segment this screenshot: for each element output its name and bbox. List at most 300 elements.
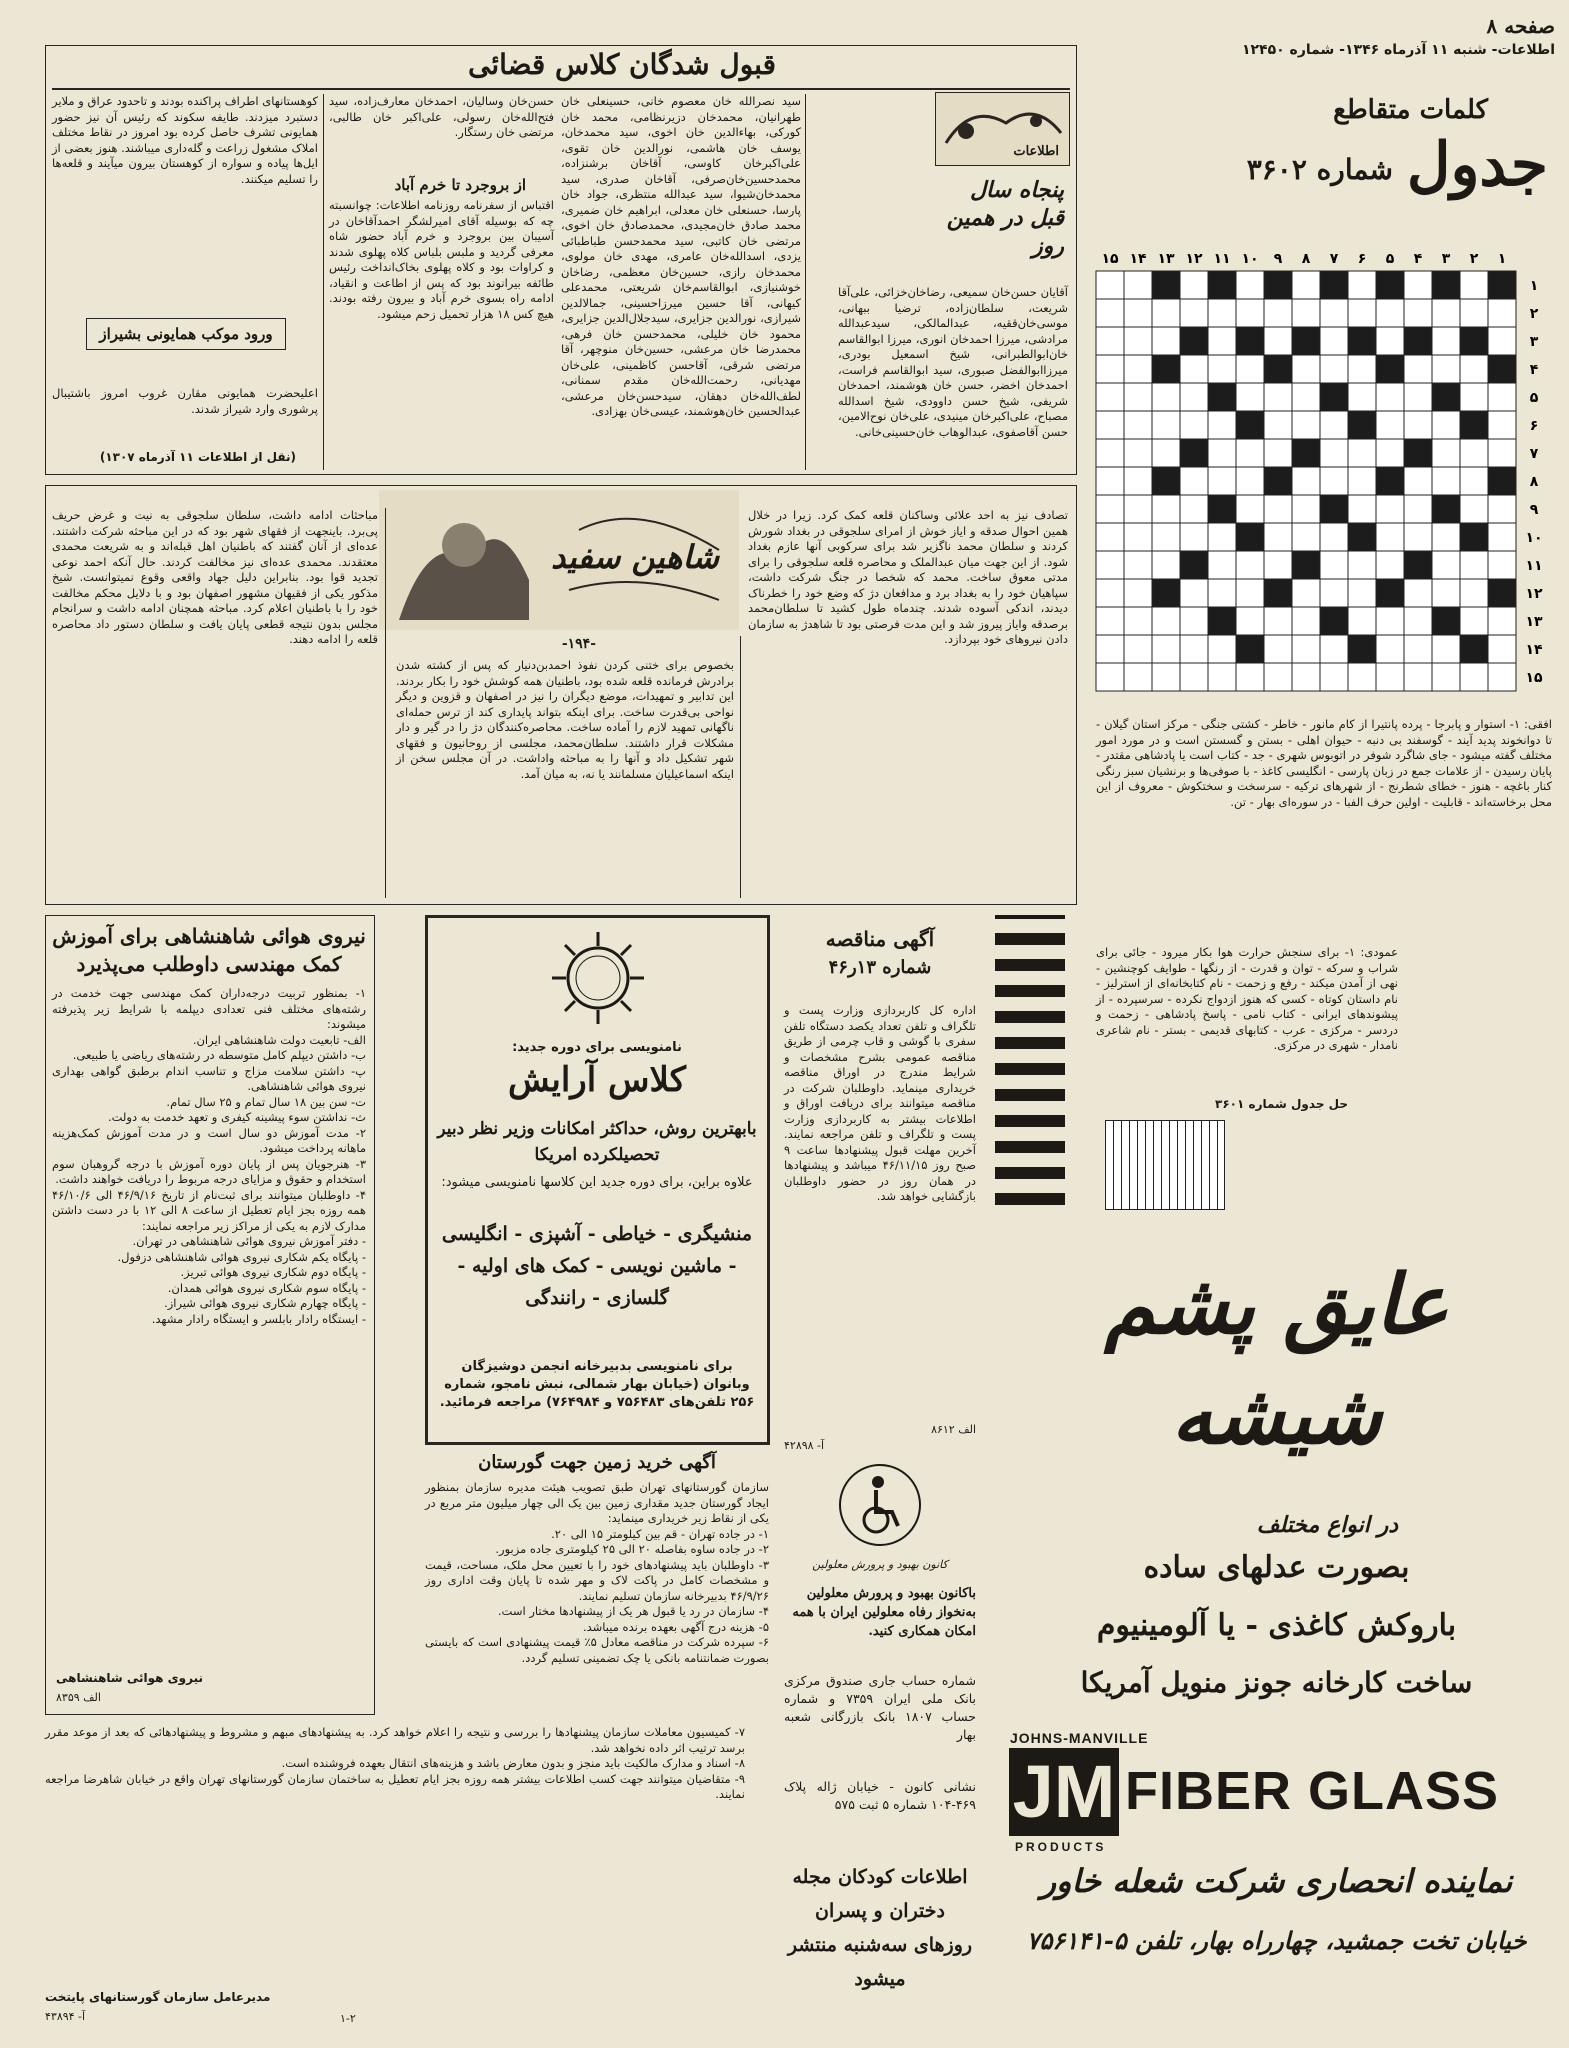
crossword-black-cell [1460, 327, 1488, 355]
crossword-cell[interactable] [1488, 635, 1516, 663]
crossword-cell[interactable] [1180, 299, 1208, 327]
crossword-cell[interactable] [1376, 299, 1404, 327]
crossword-cell[interactable] [1320, 663, 1348, 691]
crossword-col-number: ۴ [1413, 251, 1423, 267]
court-column-3b: اقتباس از سفرنامه روزنامه اطلاعات: چوانسبته چه که بوسیله آقای امیرلشگر احمدآقاخان در آسیبان بین بروجرد و خرم آباد حضور شاه معرفی گردید و ملبس بلباس کلاه پهلوی شدند و کراوات بود و کلاه پهلوی بخاک‌انداخت رئیس طائفه بیرانوند بود که پس از اطاعت و انقیاد، ادامه راه بسوی خرم آباد و بیرون رفته بودند. هیچ کس ۱۸ هزار تحمیل زحم میشود. [325, 198, 554, 321]
story-illustration [379, 490, 739, 630]
crossword-black-cell [1180, 439, 1208, 467]
crossword-row-number: ۲ [1529, 306, 1539, 322]
crossword-cell[interactable] [1180, 495, 1208, 523]
crossword-cell[interactable] [1152, 327, 1180, 355]
crossword-black-cell [1404, 551, 1432, 579]
crossword-cell[interactable] [1292, 467, 1320, 495]
crossword-cell[interactable] [1488, 383, 1516, 411]
crossword-cell[interactable] [1236, 663, 1264, 691]
crossword-section [1090, 45, 1558, 1240]
crossword-cell[interactable] [1432, 663, 1460, 691]
tender-code-2: آ- ۴۲۸۹۸ [784, 1439, 825, 1452]
solution-label: حل جدول شماره ۳۶۰۱ [1215, 1097, 1348, 1111]
crossword-cell[interactable] [1180, 411, 1208, 439]
crossword-row-number: ۸ [1529, 474, 1539, 490]
disabled-ad [780, 1460, 980, 1850]
airforce-ad [45, 915, 375, 1715]
crossword-cell[interactable] [1348, 383, 1376, 411]
crossword-cell[interactable] [1376, 439, 1404, 467]
disabled-account: شماره حساب جاری صندوق مرکزی بانک ملی ایران ۷۳۵۹ و شماره حساب ۱۸۰۷ بانک بازرگانی شعبه بهار [780, 1673, 976, 1742]
crossword-cell[interactable] [1404, 635, 1432, 663]
crossword-black-cell [1488, 271, 1516, 299]
crossword-col-number: ۱۲ [1185, 251, 1203, 267]
crossword-cell[interactable] [1124, 635, 1152, 663]
crossword-cell[interactable] [1152, 299, 1180, 327]
crossword-cell[interactable] [1348, 439, 1376, 467]
crossword-cell[interactable] [1292, 579, 1320, 607]
class-emblem [548, 928, 648, 1028]
crossword-cell[interactable] [1292, 495, 1320, 523]
crossword-col-number: ۵ [1385, 251, 1395, 267]
airforce-title: نیروی هوائی شاهنشاهی برای آموزش کمک مهندسی داوطلب می‌پذیرد [52, 924, 366, 976]
crossword-cell[interactable] [1432, 411, 1460, 439]
crossword-cell[interactable] [1124, 299, 1152, 327]
glass-headline: عایق پشم شیشه [1104, 1257, 1449, 1463]
crossword-cell[interactable] [1236, 551, 1264, 579]
crossword-black-cell [1320, 383, 1348, 411]
glass-line-3: ساخت کارخانه جونز منویل آمریکا [1080, 1666, 1473, 1699]
crossword-cell[interactable] [1264, 551, 1292, 579]
court-column-2: سید نصرالله خان معصوم خانی، حسینعلی خان طهرانیان، محمدخان دزیرنظامی، محمد خان کورکی، بهاءالدین خان اخوی، سید محمدخان، یوسف خان هاشمی، نورالدین خان تقوی، علی‌اکبرخان کاوسی، آقاخان برشنزاده، محمدحسین‌خان‌صرفی، آقاخان صدری، سید محمدخان‌شیوا، سید عبدالله منتظری، جواد خان پارسا، حسنعلی خان معدلی، ابراهیم خان ضمیری، محمد صادق خان‌مجیدی، محمدصادق خان اخوی، مرتضی خان‌ کاتبی، سید محمدحسن طباطبائی یزدی، اسدالله‌خان عامری، مهدی خان مولوی، محمدخان رازی، حسین‌خان معظمی، رضاخان خوشنیازی، ابوالقاسم‌خان شریعتی، محمدعلی کیهانی، آقا حسین میرزاحسینی، جمالالدین شیرازی، نورالدین جزایری، سیدجلال‌الدین جزایری، محمود خان خلیلی، محمدحسن خان فرهی، محمدرضا خان مرعشی، حسین‌خان منوچهر، آقا مرتضی شرقی، آقاحسن کاظمینی، علی‌خان مهدیانی، رحمت‌الله‌خان مقدم سمنانی، لطف‌الله‌خان دهقان، سیدحسن‌خان مرعشی، عبدالحسین خان‌هوشمند، عیسی‌خان بهزادی. [557, 94, 802, 418]
crossword-cell[interactable] [1460, 299, 1488, 327]
sun-emblem-icon [548, 928, 648, 1028]
crossword-cell[interactable] [1432, 299, 1460, 327]
col-divider [805, 94, 807, 470]
crossword-black-cell [1348, 411, 1376, 439]
crossword-black-cell [1208, 383, 1236, 411]
class-subtitle: بابهترین روش، حداکثر امکانات وزیر نظر دبیر تحصیلکرده امریکا [437, 1119, 757, 1165]
crossword-row-number: ۱ [1529, 278, 1539, 294]
kids-ad: اطلاعات کودکان مجله دختران و پسران روزهای سه‌شنبه منتشر میشود [787, 1866, 973, 1990]
crossword-row-number: ۱۱ [1525, 558, 1543, 574]
col-divider [740, 636, 742, 898]
crossword-cell[interactable] [1180, 355, 1208, 383]
crossword-row-number: ۷ [1529, 446, 1539, 462]
story-episode: -۱۹۴- [561, 636, 596, 652]
crossword-cell[interactable] [1460, 495, 1488, 523]
crossword-cell[interactable] [1292, 299, 1320, 327]
crossword-black-cell [1320, 495, 1348, 523]
down-clues: عمودی: ۱- برای سنجش حرارت هوا بکار میرود - جائی برای شراب و سرکه - توان و قدرت - از رنگها - طوایف کوچنشین - نهی از آمدن میکند - رفع و زحمت - نام کتابخانه‌ای از استرلیز - نام داستان کوتاه - کسی که هنوز ازدواج نکرده - سرسپرده - از پیشوندهای ایرانی - کتاب نامی - پاسخ پادشاهی - زحمت و دردسر - مرکزی - عرب - کتابهای قدیمی - بستر - نام شاعری نامدار - شهری در مرکزی. [1092, 945, 1398, 1052]
crossword-row-number: ۴ [1529, 362, 1539, 378]
crossword-black-cell [1376, 271, 1404, 299]
crossword-cell[interactable] [1124, 439, 1152, 467]
crossword-row-number: ۱۳ [1525, 614, 1543, 630]
crossword-cell[interactable] [1404, 523, 1432, 551]
crossword-cell[interactable] [1320, 579, 1348, 607]
crossword-cell[interactable] [1096, 439, 1124, 467]
crossword-cell[interactable] [1292, 635, 1320, 663]
crossword-black-cell [1376, 355, 1404, 383]
crossword-cell[interactable] [1432, 579, 1460, 607]
cemetery-signature: مدیرعامل سازمان گورستانهای پایتخت [45, 1990, 271, 2004]
crossword-cell[interactable] [1404, 299, 1432, 327]
glass-sub: در انواع مختلف [1256, 1512, 1398, 1538]
crossword-cell[interactable] [1320, 635, 1348, 663]
col-divider [323, 94, 325, 470]
crossword-cell[interactable] [1460, 467, 1488, 495]
crossword-number: شماره ۳۶۰۲ [1246, 153, 1393, 186]
crossword-cell[interactable] [1488, 495, 1516, 523]
crossword-black-cell [1404, 439, 1432, 467]
ettelaat-emblem [935, 92, 1070, 166]
crossword-cell[interactable] [1124, 383, 1152, 411]
crossword-cell[interactable] [1264, 327, 1292, 355]
crossword-cell[interactable] [1320, 467, 1348, 495]
crossword-cell[interactable] [1376, 383, 1404, 411]
crossword-cell[interactable] [1208, 551, 1236, 579]
crossword-cell[interactable] [1152, 439, 1180, 467]
crossword-cell[interactable] [1096, 327, 1124, 355]
crossword-cell[interactable] [1432, 327, 1460, 355]
court-column-right: آقایان حسن‌خان سمیعی، رضاخان‌خزائی، علی‌آقا شریعت، سلطان‌زاده، ترضیا ببهانی، موسی‌خان‌ققیه، عبدالمالکی، سیدعبدالله مرادشی، میرزا احمدخان انوری، میرزا ابوالقاسم خان‌ابوالطبرانی، شیخ اسمعیل بودری، میرزاابوالفضل صبوری، سید ابوالقاسم فراست، احمدخان اخضر، حسن خان هوشمند، احمدخان شریفی، شیخ حسن داوودی، شیخ اسدالله مصباح، علی‌اکبرخان مینیدی، علی‌خان نوح‌الامین، حسن آقا‌صفوی، عبدالوهاب خان‌حسینی‌خانی. [834, 285, 1068, 439]
crossword-black-cell [1488, 355, 1516, 383]
crossword-cell[interactable] [1264, 663, 1292, 691]
crossword-cell[interactable] [1320, 355, 1348, 383]
crossword-cell[interactable] [1460, 355, 1488, 383]
crossword-col-number: ۳ [1441, 251, 1451, 267]
crossword-row-number: ۹ [1529, 502, 1539, 518]
crossword-cell[interactable] [1348, 663, 1376, 691]
airforce-code: الف ۸۳۵۹ [56, 1691, 101, 1704]
crossword-cell[interactable] [1488, 551, 1516, 579]
crossword-cell[interactable] [1432, 635, 1460, 663]
crossword-cell[interactable] [1348, 467, 1376, 495]
crossword-cell[interactable] [1488, 327, 1516, 355]
crossword-cell[interactable] [1264, 495, 1292, 523]
crossword-cell[interactable] [1404, 271, 1432, 299]
crossword-cell[interactable] [1236, 607, 1264, 635]
crossword-cell[interactable] [1460, 551, 1488, 579]
crossword-row-number: ۱۲ [1525, 586, 1543, 602]
crossword-row-number: ۵ [1529, 390, 1539, 406]
crossword-cell[interactable] [1292, 523, 1320, 551]
crossword-black-cell [1348, 327, 1376, 355]
crossword-cell[interactable] [1124, 663, 1152, 691]
crossword-cell[interactable] [1348, 495, 1376, 523]
story-column-1: تصادف نیز به احد علائی وساکنان قلعه کمک کرد. زیرا در خلال همین احوال صدقه و ایاز خوش از امرای سلجوقی در بغداد شورش کردند و سلطان محمد ناگزیر شد برای سرکوبی آنها عازم بغداد شود. از این جهت میان عبدالملک و محاصره قلعه سلجوقی را برای مدتی معوق ساخت. محمد که شخصا در جنگ شرکت داشت، سپاهیان خود را به بغداد برد و مدافعان دژ که وضع خود را خطرناک دیدند، اندکی آسوده شدند. چندماه طول کشید تا سلطان‌محمد برصدقه وایاز پیروز شد و این مدت فرصتی بود تا شاهدژ به سازمان دادن نیروهای خود بپردازد. [744, 508, 1068, 646]
crossword-cell[interactable] [1096, 467, 1124, 495]
crossword-col-number: ۷ [1329, 251, 1339, 267]
tender-code: الف ۸۶۱۲ [931, 1423, 976, 1436]
crossword-cell[interactable] [1432, 523, 1460, 551]
crossword-cell[interactable] [1488, 523, 1516, 551]
crossword-row-number: ۱۴ [1525, 642, 1543, 658]
page-number: صفحه ۸ [1486, 14, 1555, 38]
crossword-cell[interactable] [1264, 299, 1292, 327]
crossword-cell[interactable] [1348, 579, 1376, 607]
crossword-cell[interactable] [1320, 439, 1348, 467]
crossword-black-cell [1152, 271, 1180, 299]
crossword-cell[interactable] [1348, 607, 1376, 635]
crossword-cell[interactable] [1208, 579, 1236, 607]
crossword-col-number: ۸ [1301, 251, 1311, 267]
crossword-cell[interactable] [1460, 383, 1488, 411]
court-column-4b: اعلیحضرت همایونی مقارن غروب امروز باشتیبال پرشوری وارد شیراز شدند. [48, 386, 318, 416]
wheelchair-logo [810, 1460, 950, 1565]
crossword-cell[interactable] [1208, 355, 1236, 383]
brand-bottom: PRODUCTS [1015, 1840, 1107, 1854]
crossword-black-cell [1488, 579, 1516, 607]
crossword-cell[interactable] [1460, 439, 1488, 467]
tender-ad [780, 915, 980, 1455]
class-ad [425, 915, 770, 1445]
crossword-cell[interactable] [1096, 551, 1124, 579]
crossword-cell[interactable] [1096, 411, 1124, 439]
crossword-black-cell [1208, 607, 1236, 635]
crossword-cell[interactable] [1236, 579, 1264, 607]
crossword-cell[interactable] [1320, 551, 1348, 579]
crossword-cell[interactable] [1376, 551, 1404, 579]
flashback-banner: پنجاه سال قبل در همین روز [946, 177, 1064, 259]
crossword-cell[interactable] [1292, 411, 1320, 439]
crossword-cell[interactable] [1376, 635, 1404, 663]
crossword-black-cell [1236, 523, 1264, 551]
crossword-black-cell [1264, 467, 1292, 495]
crossword-cell[interactable] [1152, 663, 1180, 691]
crossword-cell[interactable] [1208, 327, 1236, 355]
crossword-black-cell [1460, 411, 1488, 439]
crossword-cell[interactable] [1264, 607, 1292, 635]
crossword-row-number: ۱۰ [1525, 530, 1543, 546]
emblem-label: اطلاعات [1013, 144, 1059, 159]
crossword-cell[interactable] [1320, 299, 1348, 327]
crossword-cell[interactable] [1096, 495, 1124, 523]
crossword-black-cell [1376, 579, 1404, 607]
story-column-2: بخصوص برای ختنی کردن نفوذ احمدبن‌دنیار که پس از کشته شدن برادرش فرمانده قلعه شده بود، باطنیان همه کوشش خود را بکار بردند. این تدابیر و تمهیدات، موضع دیگران را نیز در اصفهان و قزوین و دیگر نواحی بی‌قدرت ساخت. برای اینکه بتواند پایداری کند از ترس حمله‌ای ناگهانی تمهید لازم را آماده ساخت. محاصره‌کنندگان دژ را در گیر و دار مشکلات قرار داشتند. سلطان‌محمد، مجلسی از روحانیون و فقهای شهر تشکیل داد و آنها را به مباحثه واداشت. در آن مجلس سخن از اینکه اسماعیلیان مسلمانند یا نه، به میان آمد. [392, 658, 735, 781]
crossword-cell[interactable] [1404, 495, 1432, 523]
crossword-cell[interactable] [1152, 495, 1180, 523]
crossword-cell[interactable] [1488, 439, 1516, 467]
shahin-story [45, 485, 1077, 905]
crossword-cell[interactable] [1292, 355, 1320, 383]
crossword-cell[interactable] [1432, 355, 1460, 383]
brand-jm-logo: JM [1009, 1748, 1119, 1836]
glass-agent: نماینده انحصاری شرکت شعله خاور [1040, 1862, 1513, 1900]
crossword-black-cell [1460, 635, 1488, 663]
crossword-cell[interactable] [1236, 495, 1264, 523]
crossword-col-number: ۹ [1273, 251, 1283, 267]
crossword-black-cell [1432, 607, 1460, 635]
crossword-cell[interactable] [1292, 607, 1320, 635]
crossword-cell[interactable] [1376, 411, 1404, 439]
across-clues: افقی: ۱- استوار و پابرجا - پرده پانتیرا از کام مانور - خاطر - کشتی جنگی - مرکز استان گیلان - تا دوانخوند پدید آیند - گوسفند بی دنبه - حیوان اهلی - بستن و گسستن است و در مورد امور مختلف گفته میشود - جای شاگرد شوفر در اتوبوس شهری - جد - کتاب است یا پادشاهی مقتدر - پایان رسیدن - از علامات جمع در زبان پارسی - انگلیسی کاغذ - با صوفی‌ها و برنشیان سبز رنگی کنار باغچه - هنوز - خطای شطرنج - از شهرهای ترکیه - سرسخت و سختکوش - معروف از این محل برخاسته‌اند - قابلیت - اولین حرف الفبا - در سوره‌ای بهار - تن. [1092, 717, 1552, 809]
crossword-cell[interactable] [1404, 411, 1432, 439]
crossword-black-cell [1432, 383, 1460, 411]
court-column-3: حسن‌خان وسالیان، احمدخان معارف‌زاده، سید فتح‌الله‌خان رسولی، علی‌اکبر خان طالبی، مرتضی خان رستگار. [325, 94, 554, 139]
crossword-black-cell [1264, 355, 1292, 383]
crossword-cell[interactable] [1460, 271, 1488, 299]
crossword-cell[interactable] [1348, 271, 1376, 299]
crossword-cell[interactable] [1124, 579, 1152, 607]
crossword-cell[interactable] [1488, 607, 1516, 635]
crossword-cell[interactable] [1264, 523, 1292, 551]
crossword-cell[interactable] [1404, 663, 1432, 691]
crossword-cell[interactable] [1432, 467, 1460, 495]
crossword-col-number: ۱ [1497, 251, 1507, 267]
crossword-cell[interactable] [1096, 579, 1124, 607]
class-courses: منشیگری - خیاطی - آشپزی - انگلیسی - ماشین نویسی - کمک های اولیه - گلسازی - رانندگی [441, 1223, 753, 1309]
crossword-cell[interactable] [1376, 523, 1404, 551]
crossword-col-number: ۱۳ [1157, 251, 1175, 267]
crossword-cell[interactable] [1376, 495, 1404, 523]
crossword-cell[interactable] [1096, 635, 1124, 663]
crossword-cell[interactable] [1320, 327, 1348, 355]
crossword-cell[interactable] [1264, 383, 1292, 411]
crossword-cell[interactable] [1152, 383, 1180, 411]
crossword-cell[interactable] [1152, 635, 1180, 663]
story-title: شاهین سفید [550, 538, 719, 576]
crossword-black-cell [1180, 327, 1208, 355]
crossword-row-number: ۱۵ [1525, 670, 1543, 686]
crossword-cell[interactable] [1208, 299, 1236, 327]
disabled-headline: باکانون بهبود و پرورش معلولین به‌نخواز رفاه معلولین ایران با همه امکان همکاری کنید. [792, 1586, 976, 1639]
crossword-cell[interactable] [1096, 663, 1124, 691]
crossword-cell[interactable] [1264, 635, 1292, 663]
tender-number: شماره ۱۳ر۴۶ [828, 957, 932, 978]
crossword-cell[interactable] [1236, 439, 1264, 467]
crossword-black-cell [1236, 635, 1264, 663]
crossword-cell[interactable] [1208, 467, 1236, 495]
crossword-cell[interactable] [1180, 383, 1208, 411]
crossword-black-cell [1292, 551, 1320, 579]
crossword-black-cell [1152, 467, 1180, 495]
crossword-col-number: ۶ [1357, 251, 1367, 267]
crossword-black-cell [1236, 327, 1264, 355]
crossword-cell[interactable] [1124, 467, 1152, 495]
crossword-black-cell [1208, 271, 1236, 299]
crossword-cell[interactable] [1152, 411, 1180, 439]
crossword-logo: جدول [1406, 130, 1548, 200]
crossword-cell[interactable] [1208, 411, 1236, 439]
crossword-black-cell [1404, 327, 1432, 355]
crossword-cell[interactable] [1404, 355, 1432, 383]
crossword-cell[interactable] [1236, 355, 1264, 383]
crossword-cell[interactable] [1348, 551, 1376, 579]
page-mark: ۱-۲ [340, 2012, 356, 2025]
crossword-cell[interactable] [1292, 383, 1320, 411]
crossword-cell[interactable] [1096, 299, 1124, 327]
crossword-cell[interactable] [1488, 411, 1516, 439]
crossword-cell[interactable] [1236, 271, 1264, 299]
crossword-cell[interactable] [1348, 299, 1376, 327]
crossword-cell[interactable] [1180, 271, 1208, 299]
crossword-cell[interactable] [1208, 635, 1236, 663]
crossword-cell[interactable] [1264, 439, 1292, 467]
crossword-cell[interactable] [1376, 327, 1404, 355]
crossword-cell[interactable] [1152, 551, 1180, 579]
crossword-cell[interactable] [1180, 663, 1208, 691]
subhead-boroujerd: از بروجرد تا خرم آباد [394, 176, 526, 194]
crossword-cell[interactable] [1488, 299, 1516, 327]
crossword-grid[interactable] [1096, 245, 1558, 719]
crossword-cell[interactable] [1460, 663, 1488, 691]
crossword-cell[interactable] [1124, 271, 1152, 299]
crossword-cell[interactable] [1208, 523, 1236, 551]
crossword-cell[interactable] [1096, 271, 1124, 299]
crossword-cell[interactable] [1124, 355, 1152, 383]
crossword-black-cell [1292, 439, 1320, 467]
crossword-col-number: ۱۴ [1129, 251, 1147, 267]
issue-line: اطلاعات- شنبه ۱۱ آذرماه ۱۳۴۶- شماره ۱۲۴۵۰ [1241, 42, 1555, 58]
glass-line-2: باروکش کاغذی - یا آلومینیوم [1096, 1608, 1457, 1643]
crossword-cell[interactable] [1404, 383, 1432, 411]
crossword-cell[interactable] [1208, 663, 1236, 691]
glass-wool-ad [995, 1250, 1558, 2035]
crossword-cell[interactable] [1180, 607, 1208, 635]
crossword-cell[interactable] [1236, 467, 1264, 495]
crossword-cell[interactable] [1376, 607, 1404, 635]
crossword-cell[interactable] [1348, 355, 1376, 383]
crossword-cell[interactable] [1236, 383, 1264, 411]
crossword-cell[interactable] [1292, 271, 1320, 299]
crossword-cell[interactable] [1208, 439, 1236, 467]
crossword-cell[interactable] [1404, 607, 1432, 635]
crossword-cell[interactable] [1096, 523, 1124, 551]
crossword-row-number: ۳ [1529, 334, 1539, 350]
crossword-cell[interactable] [1180, 467, 1208, 495]
court-column-4: کوهستانهای اطراف پراکنده بودند و تاحدود عراق و ملایر دستبرد میزدند. طایفه سکوند که رئیس آن نیز حضور همایونی تشرف حاصل کرده بود امروز در نقاط مختلف املاک مشغول زراعت و گله‌داری میباشند. هنوز بعضی از ایل‌ها پیاده و سواره از کوهستان بیرون میآیند و قلعه‌ها را تسلیم میکنند. [48, 94, 318, 186]
solution-grid [1105, 1120, 1225, 1210]
crossword-cell[interactable] [1180, 523, 1208, 551]
crossword-cell[interactable] [1488, 663, 1516, 691]
stripe-ornament [995, 915, 1065, 1205]
crossword-cell[interactable] [1432, 439, 1460, 467]
crossword-cell[interactable] [1124, 495, 1152, 523]
crossword-cell[interactable] [1460, 579, 1488, 607]
crossword-cell[interactable] [1236, 299, 1264, 327]
crossword-cell[interactable] [1320, 411, 1348, 439]
crossword-cell[interactable] [1180, 635, 1208, 663]
crossword-row-number: ۶ [1529, 418, 1539, 434]
class-title: کلاس آرایش [508, 1060, 686, 1100]
crossword-cell[interactable] [1460, 607, 1488, 635]
class-lead: نامنویسی برای دوره جدید: [512, 1040, 682, 1055]
disabled-caption: کانون بهبود و پرورش معلولین [812, 1558, 948, 1571]
crossword-cell[interactable] [1432, 551, 1460, 579]
crossword-cell[interactable] [1124, 327, 1152, 355]
crossword-cell[interactable] [1376, 663, 1404, 691]
crossword-cell[interactable] [1404, 467, 1432, 495]
crossword-cell[interactable] [1096, 607, 1124, 635]
crossword-cell[interactable] [1264, 411, 1292, 439]
crossword-grid-svg[interactable] [1096, 245, 1558, 715]
crossword-col-number: ۱۵ [1101, 251, 1119, 267]
crossword-cell[interactable] [1096, 355, 1124, 383]
wheelchair-icon [810, 1460, 950, 1565]
court-article-title: قبول شدگان کلاس قضائی [467, 48, 776, 81]
crossword-cell[interactable] [1124, 411, 1152, 439]
crossword-cell[interactable] [1180, 579, 1208, 607]
crossword-black-cell [1348, 523, 1376, 551]
crossword-cell[interactable] [1124, 551, 1152, 579]
crossword-cell[interactable] [1124, 523, 1152, 551]
story-column-3: مباحثات ادامه داشت، سلطان سلجوقی به نیت و غرض حریف پی‌برد. باینجهت از فقهای شهر بود که در این مباحثه شرکت داشتند. عده‌ای از آنان گفتند که باطنیان اهل قبله‌اند و به شریعت محمدی معتقدند. محمدی عده‌ای نیز مخالفت کردند. حال آنکه احمد نوعی تجدید قوا بود. بنابراین دلیل جهاد واقعی وقوع نمیتوانست. شیخ مذکور یکی از فقیهان مشهور اصفهان بود و با دلایل محکم مخالفت خود را با باطنیان اعلام کرد. مباحثه همچنان ادامه داشت و سرانجام مجلس بدون نتیجه قطعی پایان یافت و سلطان دستور داد محاصره قلعه را ادامه دهند. [48, 508, 378, 646]
crossword-cell[interactable] [1292, 663, 1320, 691]
crossword-cell[interactable] [1124, 607, 1152, 635]
crossword-cell[interactable] [1152, 523, 1180, 551]
crossword-cell[interactable] [1152, 607, 1180, 635]
crossword-cell[interactable] [1404, 579, 1432, 607]
crossword-cell[interactable] [1320, 523, 1348, 551]
crossword-cell[interactable] [1096, 383, 1124, 411]
